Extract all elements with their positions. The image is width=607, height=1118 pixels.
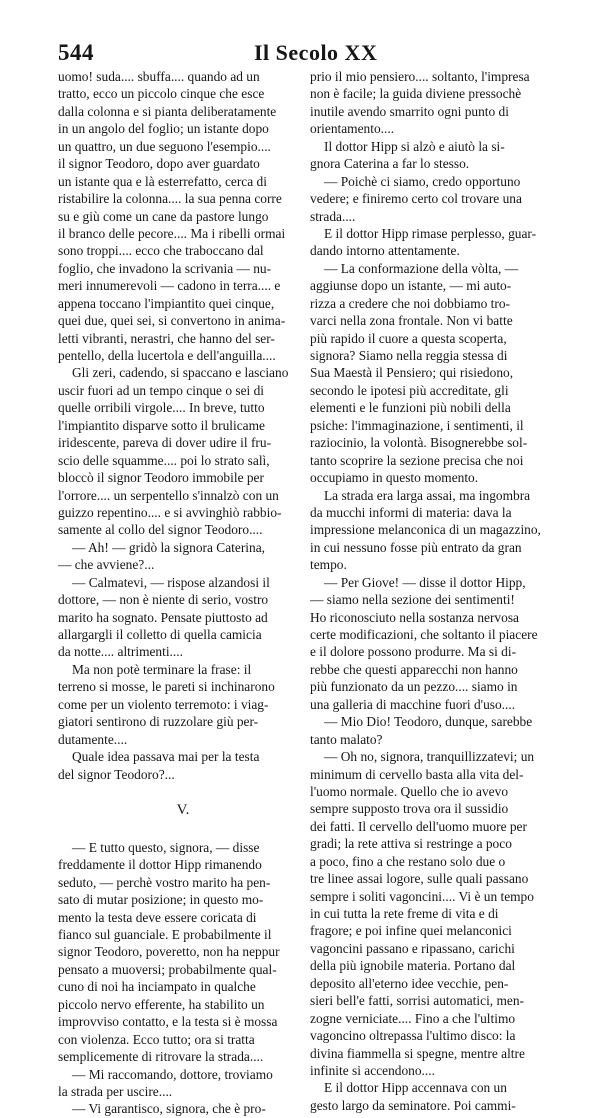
text-line: prio il mio pensiero.... soltanto, l'impresa [310, 69, 530, 84]
text-line: pensato a muoversi; probabilmente qual- [58, 961, 277, 977]
text-line: Gli zeri, cadendo, si spaccano e lasciano [72, 365, 289, 381]
text-line: scio delle squamme.... poi lo strato salì, [58, 452, 270, 468]
text-line: del signor Teodoro?... [58, 766, 175, 782]
text-line: da notte.... altrimenti.... [58, 644, 183, 660]
text-line: divina fiammella si spegne, mentre altre [310, 1045, 525, 1061]
text-line: sempre i soliti vagoncini.... Vi è un tempo [310, 888, 534, 904]
text-line: terreno si mosse, le pareti si inchinarono [58, 679, 275, 695]
text-line: su e giù come un cane da pastore lungo [58, 208, 269, 224]
text-line: e il dolore possono produrre. Ma si di- [310, 644, 517, 660]
text-line: seduto, — perchè vostro marito ha pen- [58, 874, 271, 890]
text-line: tanto malato? [310, 731, 383, 747]
text-line: gnora Caterina a far lo stesso. [310, 156, 470, 172]
text-line: — Vi garantisco, signora, che è pro- [72, 1101, 266, 1117]
text-line: da mucchi informi di materia: dava la [310, 504, 512, 520]
text-line: psiche: l'immaginazione, i sentimenti, il [310, 417, 524, 433]
text-line: minimum di cervello basta alla vita del- [310, 766, 524, 782]
text-line: — che avviene?... [58, 557, 155, 573]
text-line: — Ah! — gridò la signora Caterina, [72, 539, 266, 555]
text-line: cuno di noi ha inciampato in qualche [58, 979, 256, 995]
text-line: semplicemente di ritrovare la strada.... [58, 1049, 264, 1065]
text-line: la strada per uscire.... [58, 1083, 173, 1099]
text-line: un quattro, un due seguono l'esempio.... [58, 138, 271, 154]
text-line: bloccò il signor Teodoro immobile per [58, 470, 264, 486]
text-line: l'impiantito disparve sotto il brulicame [58, 417, 265, 433]
text-line: sato di mutar posizione; in questo mo- [58, 892, 264, 908]
text-line: deposito all'eterno idee vecchie, pen- [310, 975, 509, 991]
text-line: più rapido il cuore a questa scoperta, [310, 330, 507, 346]
text-line: come per un violento terremoto: i viag- [58, 696, 269, 712]
text-line: mento la testa deve essere coricata di [58, 909, 257, 925]
text-line: con violenza. Ecco tutto; ora si tratta [58, 1031, 255, 1047]
text-line: signora? Siamo nella reggia stessa di [310, 348, 508, 363]
text-line: samente al collo del signor Teodoro.... [58, 522, 263, 538]
text-line: vagoncino oltrepassa l'ultimo disco: la [310, 1028, 516, 1044]
text-line: — Mi raccomando, dottore, troviamo [72, 1066, 273, 1082]
text-line: dando intorno attentamente. [310, 243, 460, 259]
text-line: uomo! suda.... sbuffa.... quando ad un [58, 69, 260, 84]
text-line: letti vibranti, nerastri, che hanno del ser- [58, 330, 275, 346]
text-line: una galleria di macchine fuori d'uso.... [310, 696, 516, 712]
text-line: — Mio Dio! Teodoro, dunque, sarebbe [324, 714, 533, 730]
text-line: foglio, che invadono la scrivania — nu- [58, 260, 272, 276]
text-line: — Calmatevi, — rispose alzandosi il [72, 574, 270, 590]
text-line: impressione melanconica di un magazzino, [310, 522, 541, 538]
text-line: vedere; e finiremo certo col trovare una [310, 191, 522, 207]
text-line: La strada era larga assai, ma ingombra [324, 487, 531, 503]
text-line: Sua Maestà il Pensiero; qui risiedono, [310, 365, 514, 381]
left-column [58, 68, 308, 1118]
text-line: non è facile; la guida diviene pressochè [310, 86, 522, 102]
text-line: fianco sul guanciale. E probabilmente il [58, 927, 272, 942]
text-line: il signor Teodoro, dopo aver guardato [58, 156, 260, 172]
text-line: — siamo nella sezione dei sentimenti! [310, 592, 515, 608]
running-title: Il Secolo XX [254, 40, 378, 65]
text-line: Quale idea passava mai per la testa [72, 749, 260, 765]
text-line: dutamente.... [58, 731, 128, 747]
text-line: l'orrore.... un serpentello s'innalzò con un [58, 487, 279, 503]
text-line: — E tutto questo, signora, — disse [72, 839, 260, 855]
page-number: 544 [58, 40, 94, 65]
text-line: in un angolo del foglio; un istante dopo [58, 121, 269, 137]
text-line: piccolo nervo efferente, ha stabilito un [58, 996, 265, 1012]
text-line: rizza a credere che noi dobbiamo tro- [310, 295, 511, 311]
text-line: appena toccano l'impiantito quei cinque, [58, 295, 275, 311]
text-line: un istante qua e là esterrefatto, cerca di [58, 173, 267, 189]
text-line: E il dottor Hipp accennava con un [324, 1080, 507, 1096]
text-line: quelle orribili virgole.... In breve, tutto [58, 400, 265, 416]
text-line: l'uomo normale. Quello che io avevo [310, 783, 509, 799]
text-line: varci nella zona frontale. Non vi batte [310, 313, 513, 329]
text-line: dei fatti. Il cervello dell'uomo muore per [310, 818, 527, 834]
text-line: inutile avendo smarrito ogni punto di [310, 103, 509, 119]
text-line: secondo le ipotesi più accreditate, gli [310, 382, 509, 398]
text-line: sieri bell'e fatti, sorrisi automatici, men- [310, 993, 524, 1009]
text-line: marito ha sognato. Pensate piuttosto ad [58, 609, 268, 625]
text-line: della più ignobile materia. Portano dal [310, 958, 516, 974]
text-line: fragore; e poi infine quei melanconici [310, 923, 512, 939]
text-line: rebbe che questi apparecchi non hanno [310, 661, 518, 677]
text-line: freddamente il dottor Hipp rimanendo [58, 857, 262, 873]
text-line: ristabilire la colonna.... la sua penna corre [58, 191, 282, 207]
text-line: tratto, ecco un piccolo cinque che esce [58, 86, 265, 102]
text-line: tre linee assai logore, sulle quali passano [310, 871, 529, 887]
text-line: strada.... [310, 208, 356, 224]
text-line: in cui tutta la rete freme di vita e di [310, 906, 499, 921]
page-header [58, 40, 558, 70]
text-line: dottore, — non è niente di serio, vostro [58, 592, 269, 608]
text-line: sempre supposto trova ora il sussidio [310, 801, 509, 817]
text-line: a poco, fino a che restano solo due o [310, 853, 506, 869]
text-line: E il dottor Hipp rimase perplesso, guar- [324, 225, 537, 241]
text-line: — La conformazione della vòlta, — [324, 260, 519, 276]
text-line: orientamento.... [310, 121, 395, 137]
text-line: quei due, quei sei, si convertono in anima- [58, 313, 286, 329]
text-line: dalla colonna e si pianta deliberatamente [58, 103, 277, 119]
text-line: in cui nessuno fosse più entrato da gran [310, 539, 522, 555]
text-line: vagoncini passano e ripassano, carichi [310, 940, 515, 956]
text-line: tempo. [310, 557, 347, 573]
right-column [310, 68, 560, 1114]
text-line: sono troppi.... ecco che traboccano dal [58, 243, 264, 259]
text-line: — Poichè ci siamo, credo opportuno [324, 173, 521, 189]
text-line: gesto largo da seminatore. Poi cammi- [310, 1097, 516, 1113]
text-line: Il dottor Hipp si alzò e aiutò la si- [324, 138, 505, 154]
text-line: meri innumerevoli — cadono in terra.... e [58, 278, 281, 294]
text-line: tanto scoprire la sezione precisa che noi [310, 452, 524, 468]
text-line: uscir fuori ad un tempo cinque o sei di [58, 382, 265, 398]
text-line: raziocinio, la volontà. Bisognerebbe sol- [310, 435, 528, 451]
text-line: improvviso contatto, e la testa si è mossa [58, 1014, 278, 1030]
text-line: — Oh no, signora, tranquillizzatevi; un [324, 749, 535, 765]
text-line: gradi; la rete attiva si restringe a poco [310, 836, 512, 852]
text-line: più funzionato da un pezzo.... siamo in [310, 679, 518, 695]
text-line: pentello, della lucertola e dell'anguilla.... [58, 348, 276, 363]
text-line: zogne verniciate.... Fino a che l'ultimo [310, 1010, 516, 1026]
text-line: — Per Giove! — disse il dottor Hipp, [324, 574, 526, 590]
text-line: signor Teodoro, poveretto, non ha neppur [58, 944, 280, 960]
text-line: infinite si accendono.... [310, 1062, 435, 1078]
text-line: certe modificazioni, che soltanto il piacere [310, 627, 538, 642]
text-line: allargargli il colletto di quella camicia [58, 627, 262, 642]
text-line: occupiamo in questo momento. [310, 470, 479, 486]
text-line: elementi e le funzioni più nobili della [310, 400, 511, 416]
text-line: Ho riconosciuto nella sostanza nervosa [310, 609, 519, 625]
section-heading: V. [176, 802, 190, 819]
text-line: aggiunse dopo un istante, — mi auto- [310, 278, 512, 294]
text-line: guizzo repentino.... e si avvinghiò rabbio- [58, 504, 282, 520]
text-line: il branco delle pecore.... Ma i ribelli ormai [58, 225, 286, 241]
text-line: iridescente, pareva di dover udire il fru- [58, 435, 272, 451]
text-line: Ma non potè terminare la frase: il [72, 661, 252, 677]
text-line: giatori sentirono di ruzzolare giù per- [58, 714, 259, 730]
